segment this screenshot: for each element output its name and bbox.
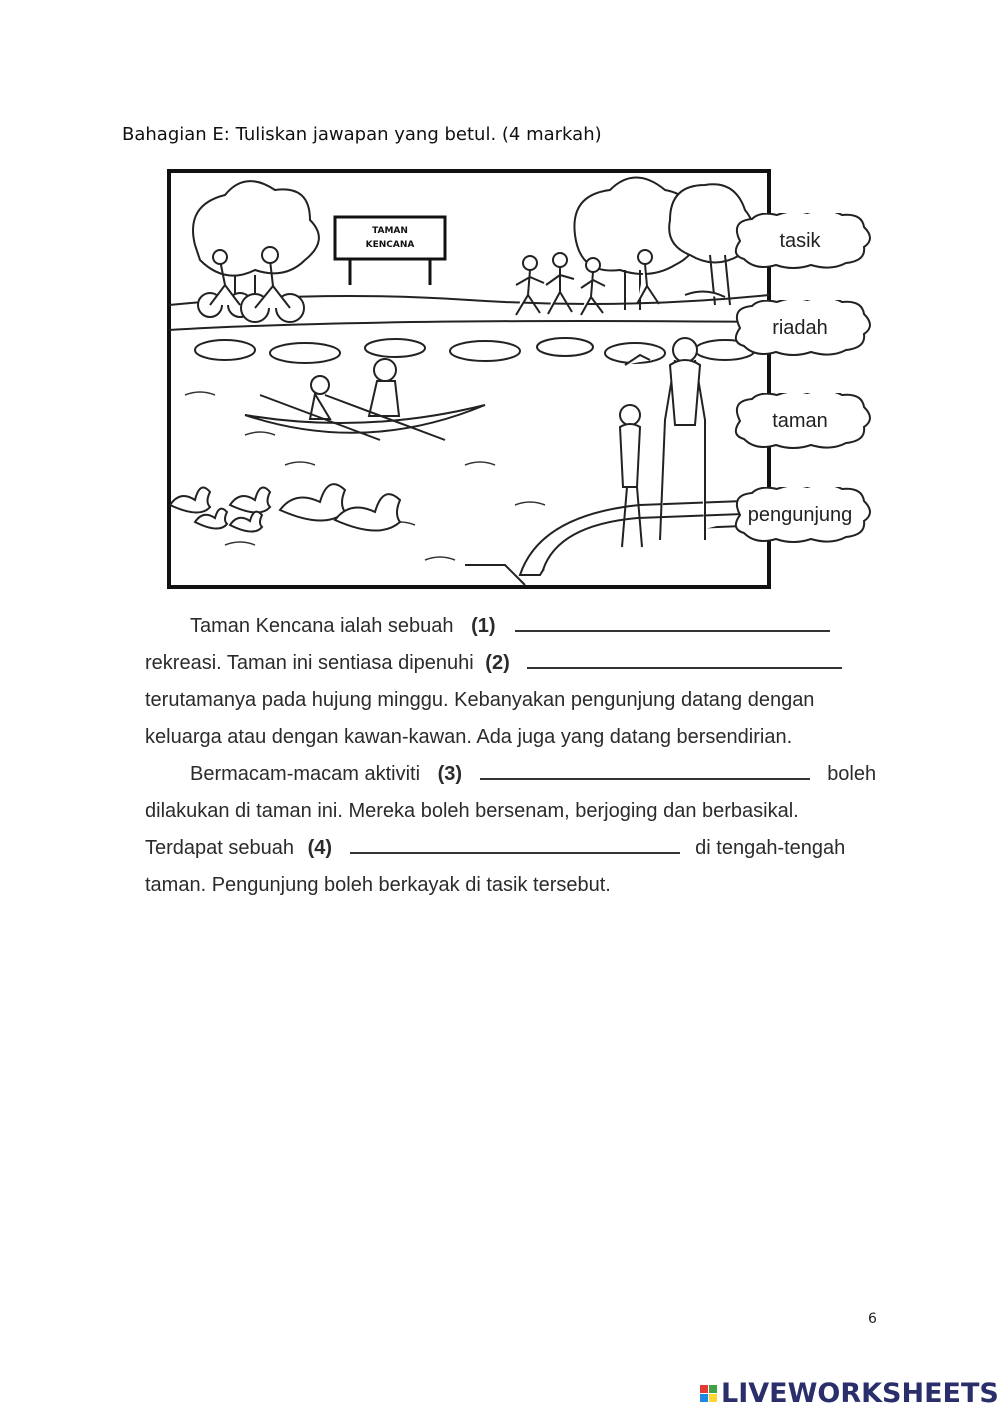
passage-line-6 [145, 793, 905, 830]
cloze-passage [145, 608, 905, 904]
answer-blank-2[interactable] [527, 645, 842, 669]
passage-line-5 [145, 756, 905, 793]
blank-number-4: (4) [307, 837, 333, 859]
word-cloud-riadah [725, 300, 875, 356]
word-bank-item: taman [772, 409, 828, 432]
word-bank-item: riadah [772, 316, 828, 339]
park-illustration [165, 165, 915, 595]
passage-text: dilakukan di taman ini. Mereka boleh bersenam, berjoging dan berbasikal. [145, 800, 799, 822]
answer-blank-3[interactable] [480, 756, 810, 780]
passage-line-3 [145, 682, 905, 719]
answer-blank-4[interactable] [350, 830, 680, 854]
passage-line-7 [145, 830, 905, 867]
passage-line-1 [145, 608, 905, 645]
blank-number-1: (1) [471, 615, 496, 637]
blank-number-3: (3) [437, 763, 463, 785]
word-cloud-tasik [725, 213, 875, 269]
word-cloud-pengunjung [725, 487, 875, 543]
passage-text: terutamanya pada hujung minggu. Kebanyakan pengunjung datang dengan [145, 689, 815, 711]
passage-text: taman. Pengunjung boleh berkayak di tasik tersebut. [145, 874, 611, 896]
passage-line-2 [145, 645, 905, 682]
passage-text: di tengah-tengah [695, 837, 846, 859]
sign-text-line1: TAMAN [372, 226, 408, 236]
sign-text-line2: KENCANA [365, 240, 415, 250]
word-bank-item: tasik [779, 229, 821, 252]
passage-text: boleh [827, 763, 877, 785]
word-cloud-taman [725, 393, 875, 449]
passage-text: rekreasi. Taman ini sentiasa dipenuhi [145, 652, 474, 674]
passage-text: Bermacam-macam aktiviti [190, 763, 421, 785]
answer-blank-1[interactable] [515, 608, 830, 632]
logo-grid-icon [700, 1385, 717, 1402]
passage-text: keluarga atau dengan kawan-kawan. Ada juga yang datang bersendirian. [145, 726, 793, 748]
passage-line-4 [145, 719, 905, 756]
passage-line-8 [145, 867, 905, 904]
word-bank-item: pengunjung [747, 503, 853, 526]
page-number: 6 [868, 1311, 877, 1327]
liveworksheets-logo[interactable] [700, 1378, 999, 1409]
blank-number-2: (2) [485, 652, 510, 674]
passage-text: Terdapat sebuah [145, 837, 295, 859]
brand-name: LIVEWORKSHEETS [721, 1378, 999, 1409]
instruction-heading: Bahagian E: Tuliskan jawapan yang betul. (4 markah) [122, 124, 602, 145]
passage-text: Taman Kencana ialah sebuah [190, 615, 454, 637]
